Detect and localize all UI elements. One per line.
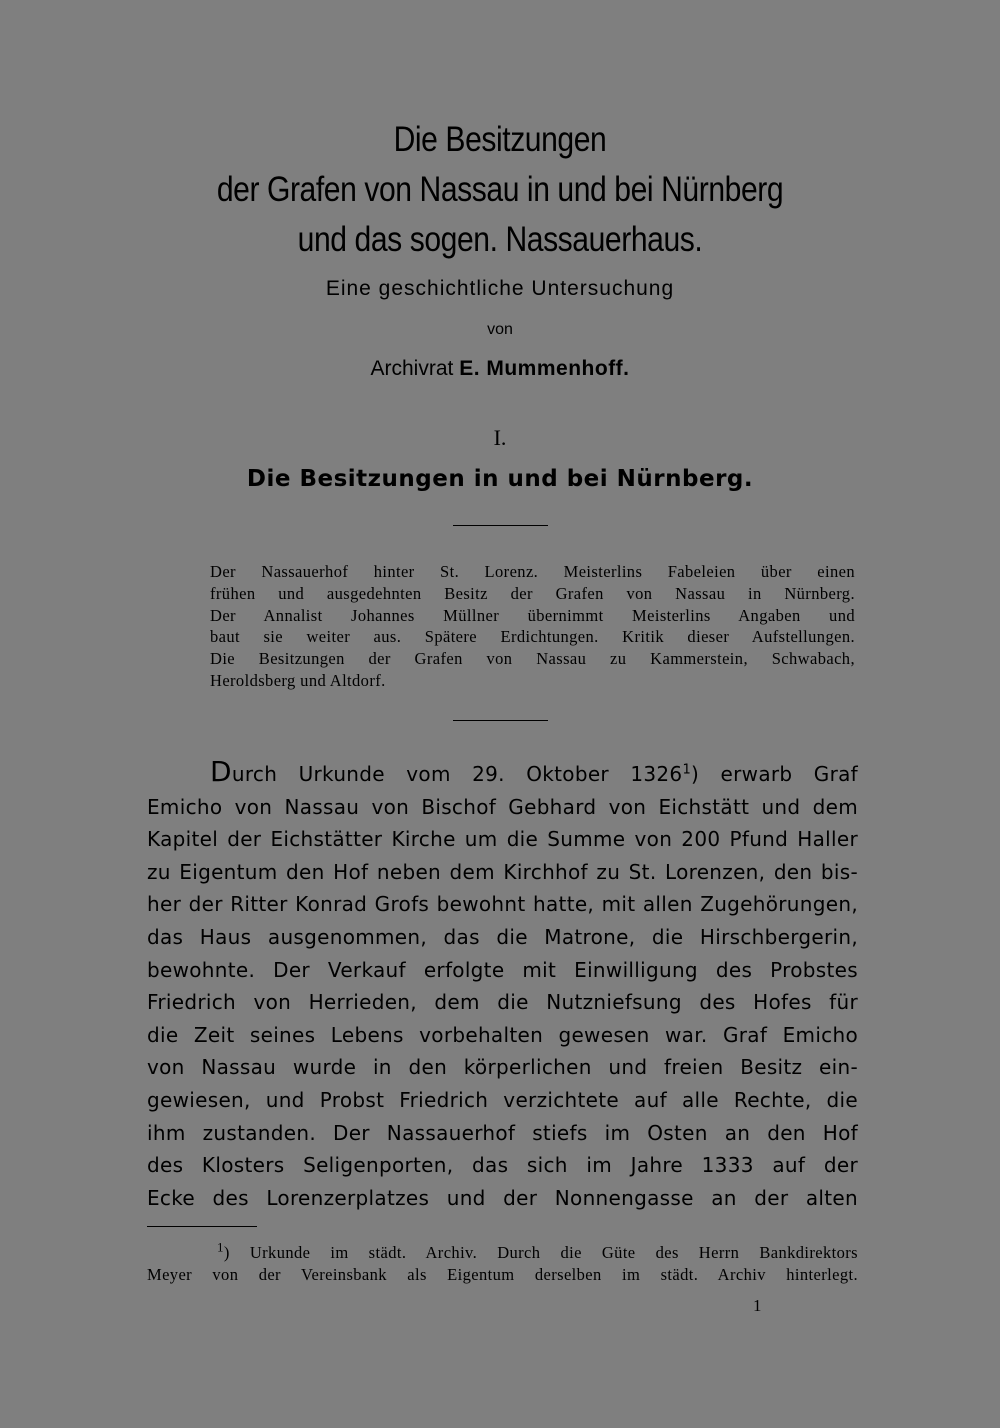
summary-line: Die Besitzungen der Grafen von Nassau zu Kammerstein, Schwabach,	[210, 649, 855, 669]
body-line: gewiesen, und Probst Friedrich verzichtete auf alle Rechte, die	[147, 1087, 858, 1112]
summary-line: Heroldsberg und Altdorf.	[210, 670, 386, 690]
body-line: das Haus ausgenommen, das die Matrone, die Hirschbergerin,	[147, 924, 858, 949]
body-text	[147, 755, 858, 1214]
part-number: I.	[493, 425, 507, 450]
chapter-summary	[210, 561, 855, 692]
footnote-rule	[147, 1226, 257, 1227]
body-first-line-tail: ) erwarb Graf	[691, 762, 858, 786]
author-name: E. Mummenhoff.	[459, 357, 630, 380]
body-line: von Nassau wurde in den körperlichen und freien Besitz ein-	[147, 1055, 858, 1080]
body-line: des Klosters Seligenporten, das sich im Jahre 1333 auf der	[147, 1153, 858, 1178]
by-line: von	[487, 321, 513, 338]
summary-line: Der Nassauerhof hinter St. Lorenz. Meisterlins Fabeleien über einen	[210, 562, 855, 581]
body-line: ihm zustanden. Der Nassauerhof stiefs im Osten an den Hof	[147, 1120, 858, 1145]
footnote-reference: 1	[682, 762, 692, 778]
summary-line: baut sie weiter aus. Spätere Erdichtungen. Kritik dieser Aufstellungen.	[210, 627, 855, 647]
body-line: Friedrich von Herrieden, dem die Nutzniefsung des Hofes für	[147, 990, 858, 1015]
body-line: die Zeit seines Lebens vorbehalten gewesen war. Graf Emicho	[147, 1022, 858, 1047]
title-line-1: Die Besitzungen	[393, 120, 607, 159]
body-line: Kapitel der Eichstätter Kirche um die Summe von 200 Pfund Haller	[147, 827, 858, 852]
subtitle: Eine geschichtliche Untersuchung	[325, 277, 675, 300]
footnote	[147, 1239, 858, 1286]
footnote-line-1-text: ) Urkunde im städt. Archiv. Durch die Güte des Herrn Bankdirektors	[223, 1243, 858, 1262]
body-line: Emicho von Nassau von Bischof Gebhard von Eichstätt und dem	[147, 794, 858, 819]
footnote-line-2: Meyer von der Vereinsbank als Eigentum derselben im städt. Archiv hinterlegt.	[147, 1265, 858, 1284]
footnote-line-1	[147, 1239, 858, 1264]
body-line: Ecke des Lorenzerplatzes und der Nonnengasse an der alten	[147, 1185, 858, 1210]
body-line: zu Eigentum den Hof neben dem Kirchhof zu St. Lorenzen, den bis-	[147, 859, 858, 884]
section-heading: Die Besitzungen in und bei Nürnberg.	[246, 466, 754, 492]
divider-rule-bottom	[453, 720, 548, 721]
footnote-marker: 1	[217, 1239, 224, 1255]
summary-line: frühen und ausgedehnten Besitz der Grafen von Nassau in Nürnberg.	[210, 583, 855, 603]
body-first-line-text: urch Urkunde vom 29. Oktober 1326	[231, 762, 683, 786]
divider-rule-top	[453, 525, 548, 526]
drop-cap: D	[210, 755, 232, 788]
author-prefix: Archivrat	[370, 357, 454, 380]
body-line: bewohnte. Der Verkauf erfolgte mit Einwilligung des Probstes	[147, 957, 858, 982]
title-line-2: der Grafen von Nassau in und bei Nürnberg	[216, 170, 784, 209]
summary-line: Der Annalist Johannes Müllner übernimmt Meisterlins Angaben und	[210, 605, 855, 625]
title-line-3: und das sogen. Nassauerhaus.	[297, 220, 703, 259]
body-first-line	[147, 755, 858, 791]
author-line	[0, 357, 1000, 381]
page-number: 1	[753, 1296, 762, 1315]
body-line: her der Ritter Konrad Grofs bewohnt hatte, mit allen Zugehörungen,	[147, 892, 858, 917]
